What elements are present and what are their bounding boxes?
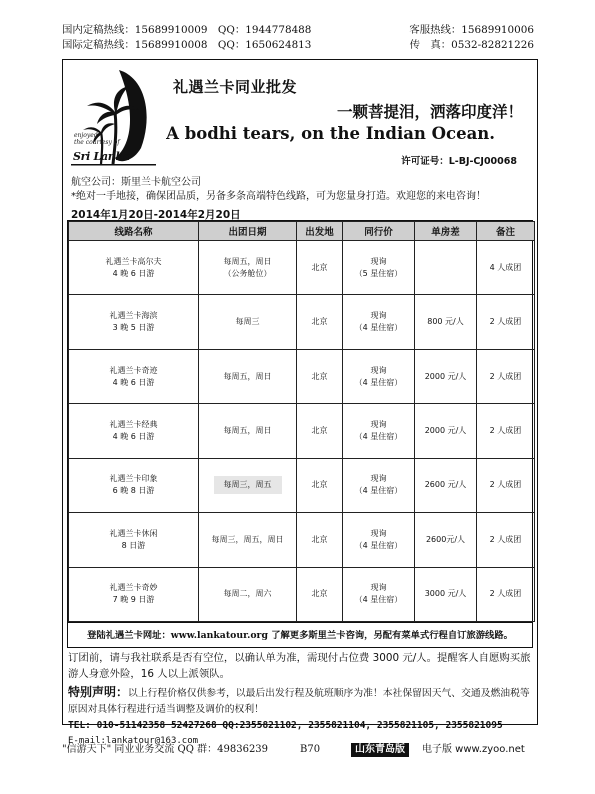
table-row — [69, 458, 535, 512]
page-footer — [62, 742, 534, 758]
airline-info: 航空公司：斯里兰卡航空公司 — [71, 177, 201, 188]
remarks: 2 人成团 — [477, 513, 535, 567]
remarks: 2 人成团 — [477, 458, 535, 512]
table-row — [69, 404, 535, 458]
declaration-label: 特别声明： — [68, 685, 129, 699]
ad-headline: 礼遇兰卡同业批发 — [173, 78, 298, 96]
single-supplement: 2000 元/人 — [415, 349, 477, 403]
remarks: 2 人成团 — [477, 295, 535, 349]
trade-price: 现询 （4 星住宿） — [343, 404, 415, 458]
route-name: 礼遇兰卡休闲 8 日游 — [69, 513, 199, 567]
single-supplement: 2000 元/人 — [415, 404, 477, 458]
booking-notice: 订团前，请与我社联系是否有空位，以确认单为准，需现付占位费 3000 元/人。提醒客人自愿购买旅游人身意外险，16 人以上派领队。 — [68, 652, 531, 680]
departure-dates: 每周五，周日 — [199, 404, 297, 458]
table-header-row — [69, 222, 535, 241]
routes-table — [68, 221, 535, 622]
trade-price: 现询 （4 星住宿） — [343, 567, 415, 621]
magazine-edition-badge: 山东青岛版 — [351, 743, 409, 757]
trade-price: 现询 （4 星住宿） — [343, 513, 415, 567]
table-row — [69, 567, 535, 621]
col-header-single-supplement: 单房差 — [415, 222, 477, 241]
departure-city: 北京 — [297, 458, 343, 512]
special-declaration — [68, 684, 532, 718]
single-supplement: 3000 元/人 — [415, 567, 477, 621]
contact-telephone: TEL: 010-51142358 52427268 QQ:2355821102, 2355821104, 2355821105, 2355821095 — [68, 720, 503, 731]
declaration-text: 以上行程价格仅供参考，以最后出发行程及航班顺序为准！本社保留因天气、交通及燃油税等原因对具体行程进行适当调整及调价的权利！ — [68, 688, 530, 715]
route-name: 礼遇兰卡奇妙 7 晚 9 日游 — [69, 567, 199, 621]
website-banner: 登陆礼遇兰卡网址：www.lankatour.org 了解更多斯里兰卡咨询，另配有菜单式行程自订旅游线路。 — [67, 623, 533, 648]
departure-dates: 每周三，周五，周日 — [199, 513, 297, 567]
fax-number: 传 真：0532-82821226 — [409, 39, 534, 51]
logo-brand: Sri Lanka — [73, 150, 130, 163]
single-supplement: 2600 元/人 — [415, 458, 477, 512]
trade-price: 现询 （4 星住宿） — [343, 349, 415, 403]
domestic-hotline: 国内定稿热线：15689910009 QQ：1944778488 — [62, 24, 312, 36]
departure-city: 北京 — [297, 241, 343, 295]
col-header-date: 出团日期 — [199, 222, 297, 241]
trade-price: 现询 （4 星住宿） — [343, 458, 415, 512]
departure-city: 北京 — [297, 295, 343, 349]
table-row — [69, 349, 535, 403]
advertisement — [62, 59, 538, 746]
routes-table-container — [67, 220, 533, 623]
departure-dates-highlight: 每周三，周五 — [214, 476, 282, 494]
departure-dates: 每周三 — [199, 295, 297, 349]
contact-header — [62, 23, 534, 53]
table-row — [69, 295, 535, 349]
contact-email: E-mail:lankatour@163.com — [68, 736, 199, 746]
remarks: 4 人成团 — [477, 241, 535, 295]
remarks: 2 人成团 — [477, 349, 535, 403]
international-hotline: 国际定稿热线：15689910008 QQ：1650624813 — [62, 39, 312, 51]
col-header-route: 线路名称 — [69, 222, 199, 241]
col-header-price: 同行价 — [343, 222, 415, 241]
remarks: 2 人成团 — [477, 404, 535, 458]
route-name: 礼遇兰卡海滨 3 晚 5 日游 — [69, 295, 199, 349]
departure-dates: 每周二，周六 — [199, 567, 297, 621]
route-name: 礼遇兰卡高尔夫 4 晚 6 日游 — [69, 241, 199, 295]
col-header-remarks: 备注 — [477, 222, 535, 241]
route-name: 礼遇兰卡奇迹 4 晚 6 日游 — [69, 349, 199, 403]
footer-qq-group: "信游天下" 同业业务交流 QQ 群：49836239 — [62, 744, 269, 755]
slogan-english: A bodhi tears, on the Indian Ocean. — [166, 124, 495, 143]
single-supplement — [415, 241, 477, 295]
single-supplement: 2600元/人 — [415, 513, 477, 567]
validity-date-range: 2014年1月20日-2014年2月20日 — [71, 209, 241, 221]
departure-dates: 每周五，周日 — [199, 349, 297, 403]
trade-price: 现询 （4 星住宿） — [343, 295, 415, 349]
departure-city: 北京 — [297, 349, 343, 403]
table-row — [69, 513, 535, 567]
slogan-chinese: 一颗菩提泪，洒落印度洋！ — [336, 102, 523, 121]
contact-row-2 — [62, 38, 534, 53]
single-supplement: 800 元/人 — [415, 295, 477, 349]
departure-dates — [199, 458, 297, 512]
route-name: 礼遇兰卡经典 4 晚 6 日游 — [69, 404, 199, 458]
page-number: B70 — [300, 744, 321, 755]
sri-lanka-logo — [71, 66, 156, 170]
footer-website: 电子版 www.zyoo.net — [422, 744, 525, 755]
contact-row-1 — [62, 23, 534, 38]
departure-city: 北京 — [297, 513, 343, 567]
col-header-departure: 出发地 — [297, 222, 343, 241]
table-row — [69, 241, 535, 295]
logo-tagline: enjoyed the courtesy of — [74, 132, 120, 146]
license-number: 许可证号：L-BJ-CJ00068 — [401, 156, 517, 167]
route-name: 礼遇兰卡印象 6 晚 8 日游 — [69, 458, 199, 512]
service-hotline: 客服热线：15689910006 — [409, 24, 534, 36]
remarks: 2 人成团 — [477, 567, 535, 621]
departure-city: 北京 — [297, 404, 343, 458]
departure-dates: 每周五，周日 （公务舱位） — [199, 241, 297, 295]
departure-city: 北京 — [297, 567, 343, 621]
trade-price: 现询 （5 星住宿） — [343, 241, 415, 295]
service-promise: *绝对一手地接，确保团品质，另备多条高端特色线路，可为您量身打造。欢迎您的来电咨询！ — [71, 191, 486, 202]
